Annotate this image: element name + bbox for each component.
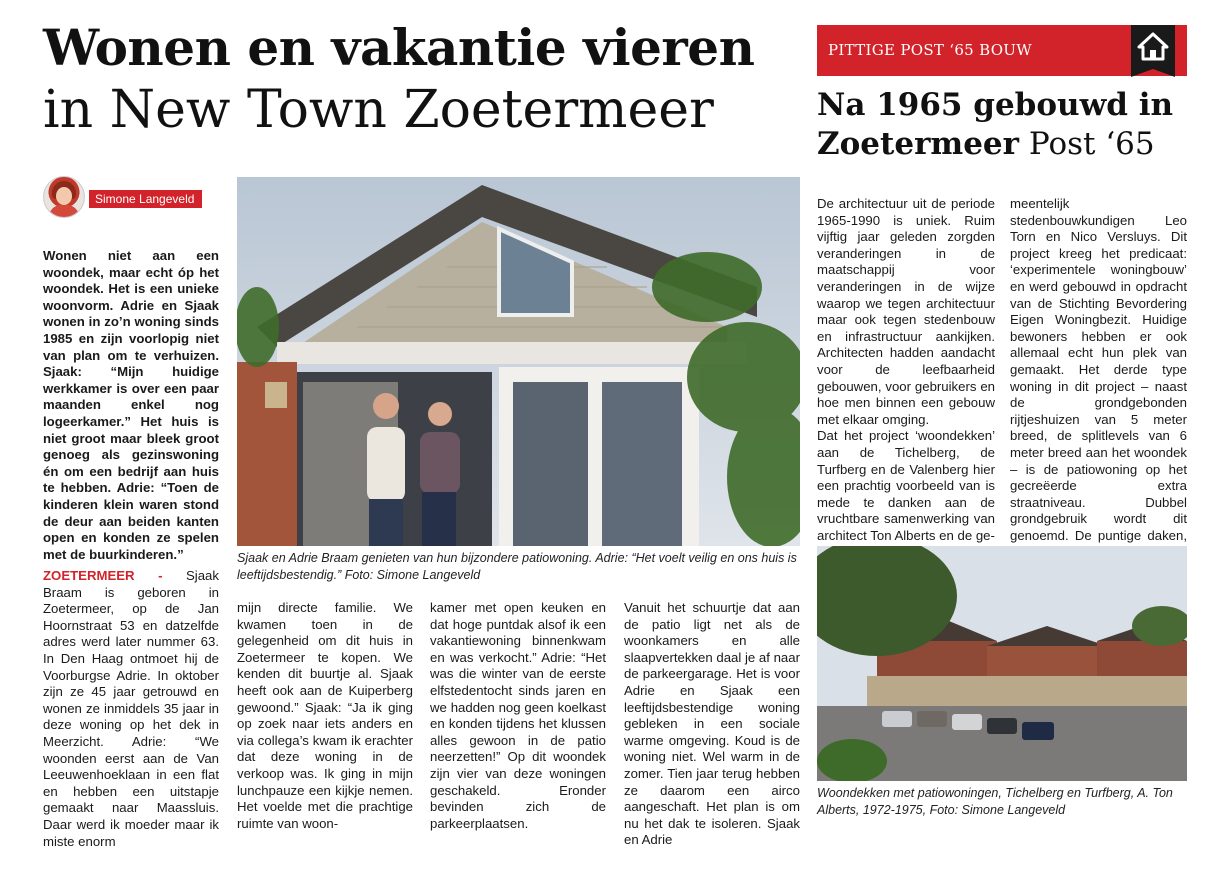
body-text-1: Sjaak Braam is geboren in Zoetermeer, op de Jan Hoornstraat 53 en datzelfde adres werd later nummer 63. In Den Haag ontmoet hij de Voorburgse Adrie. In oktober zijn ze 45 jaar getrouwd en wonen ze inmiddels 35 jaar in deze woning op het dek in Meerzicht. Adrie: “We woonden eerst aan de Van Leeuwenhoeklaan in een flat en hebben een uitstapje gemaakt naar Maassluis. Daar werd ik moeder maar ik miste enorm bbox=[43, 568, 219, 849]
author-byline bbox=[43, 176, 233, 218]
body-column-4 bbox=[624, 600, 800, 849]
sidebar-heading-bold: Na 1965 gebouwd in Zoetermeer bbox=[817, 87, 1174, 162]
body-column-3 bbox=[430, 600, 606, 832]
sidebar-photo-caption: Woondekken met patiowoningen, Tichelberg en Turfberg, A. Ton Alberts, 1972-1975, Foto: Simone Langeveld bbox=[817, 786, 1173, 817]
house-icon bbox=[1131, 25, 1175, 69]
sidebar-photo bbox=[817, 546, 1187, 781]
body-column-1 bbox=[43, 568, 219, 850]
main-photo-caption: Sjaak en Adrie Braam genieten van hun bijzondere patiowoning. Adrie: “Het voelt veilig en ons huis is leeftijdsbestendig.” Foto: Simone Langeveld bbox=[237, 551, 797, 582]
sidebar-column-1 bbox=[817, 196, 995, 544]
headline-line1: Wonen en vakantie vieren bbox=[43, 18, 755, 77]
sidebar-banner-label: PITTIGE POST ‘65 BOUW bbox=[828, 41, 1032, 59]
sidebar-banner bbox=[817, 25, 1187, 76]
dateline: ZOETERMEER - bbox=[43, 568, 186, 583]
main-photo bbox=[237, 177, 800, 546]
sidebar-text-1b: Dat het project ‘woondekken’ aan de Tichelberg, de Turfberg en de Valenberg hier een prachtig voorbeeld van is mede te danken aan de vruchtbare samenwerking van architect Ton Alberts en de ge- bbox=[817, 428, 995, 543]
sidebar-heading bbox=[817, 86, 1189, 164]
sidebar-text-1: De architectuur uit de periode 1965-1990 is uniek. Ruim vijftig jaar geleden zorgden veranderingen in de maatschappij voor veranderingen in de wijze waarop we tegen architectuur maar ook tegen stedenbouw en infrastructuur aankijken. Architecten hadden aandacht voor de leefbaarheid gebouwen, voor gebruikers en hoe men binnen een gebouw met elkaar omging. bbox=[817, 196, 995, 427]
body-text-3: kamer met open keuken en dat hoge puntdak alsof ik een vakantiewoning binnenkwam en was verkocht.” Adrie: “Het was die winter van de eerste elfstedentocht sinds jaren en we hadden nog geen koelkast en konden tijdens het klussen alles gewoon in de patio neerzetten!” Op dit woondek zijn vier van deze woningen geschakeld. Eronder bevinden zich de parkeerplaatsen. bbox=[430, 600, 606, 831]
author-avatar bbox=[43, 176, 85, 218]
body-text-2: mijn directe familie. We kwamen toen in de gelegenheid om dit huis in Zoetermeer te kopen. We kenden dit buurtje al. Sjaak heeft ook aan de Kuiperberg gewoond.” Sjaak: “Ja ik ging op zoek naar iets anders en via collega’s kwam ik erachter dat deze woning in de verkoop was. Ik ging in mijn lunchpauze een kijkje nemen. Het voelde met die prachtige ruimte van woon- bbox=[237, 600, 413, 831]
author-name: Simone Langeveld bbox=[89, 190, 202, 208]
sidebar-text-2: meentelijk stedenbouwkundigen Leo Torn en Nico Versluys. Dit project kreeg het predicaat: ‘experimentele woningbouw’ en werd gebouwd in opdracht van de Stichting Bevordering Eigen Woningbezit. Huidige bewoners hebben er ook allemaal echt hun plek van gemaakt. Het derde type woning in dit project – naast de grondgebonden rijtjeshuizen van 5 meter breed, de splitlevels van 6 meter breed aan het woondek – is de patiowoning op het gecreëerde extra straatniveau. Dubbel grondgebruik wordt dit genoemd. De puntige daken, bbox=[1010, 196, 1187, 543]
body-text-4: Vanuit het schuurtje dat aan de patio ligt net als de woonkamers en alle slaapvertekken daal je af naar de parkeergarage. Het is voor Adrie en Sjaak een leeftijdsbestendige woning gebleken in een sociale warme omgeving. Koud is de woning niet. Wel warm in de zomer. Tien jaar terug hebben ze daarom een airco aangeschaft. Het plan is om nu het dak te isoleren. Sjaak en Adrie bbox=[624, 600, 800, 848]
intro-text: Wonen niet aan een woondek, maar echt óp het woondek. Het is een unieke woonvorm. Adrie en Sjaak wonen in zo’n woning sinds 1985 en zijn voorlopig niet van plan om te verhuizen. Sjaak: “Mijn huidige werkkamer is over een paar maanden enkel nog logeerkamer.” Het huis is niet groot maar bleek groot genoeg als gezinswoning én om een bedrijf aan huis te hebben. Adrie: “Toen de kinderen klein waren stond de deur aan beiden kanten open en konden ze spelen met de buurkinderen.” bbox=[43, 248, 219, 562]
sidebar-heading-regular: Post ‘65 bbox=[1018, 126, 1155, 162]
headline bbox=[43, 18, 803, 142]
intro-paragraph bbox=[43, 248, 219, 563]
headline-line2: in New Town Zoetermeer bbox=[43, 80, 714, 140]
body-column-2 bbox=[237, 600, 413, 832]
sidebar-column-2 bbox=[1010, 196, 1187, 578]
